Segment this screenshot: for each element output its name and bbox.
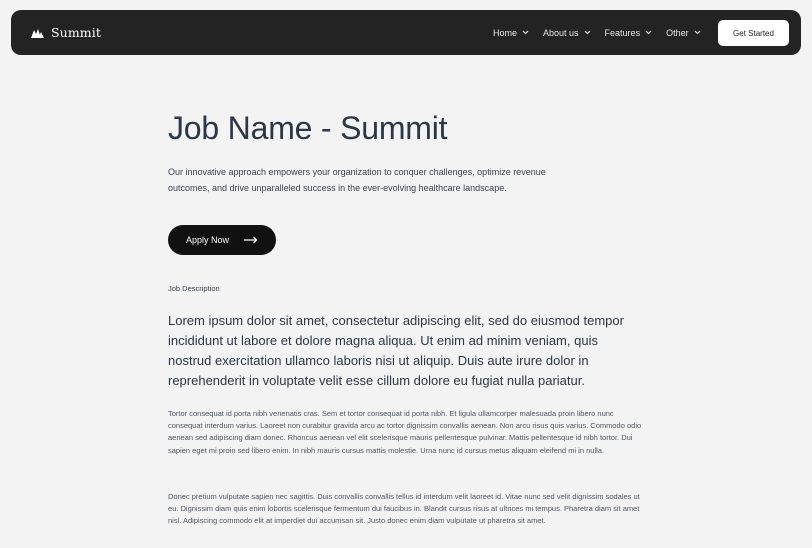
brand-name: Summit [51, 25, 101, 40]
section-label-job-description: Job Description [168, 284, 220, 293]
hero-lead: Our innovative approach empowers your organization to conquer challenges, optimize revenue outcomes, and drive unparalleled success in the ever-evolving healthcare landscape. [168, 167, 546, 193]
nav-item-other[interactable] [666, 28, 701, 38]
nav-item-features[interactable] [605, 28, 653, 38]
chevron-down-icon [694, 30, 701, 35]
arrow-right-icon [244, 236, 258, 244]
nav-item-label: About us [543, 27, 579, 38]
chevron-down-icon [584, 30, 591, 35]
chevron-down-icon [522, 30, 529, 35]
nav-item-label: Home [493, 27, 518, 38]
description-intro: Lorem ipsum dolor sit amet, consectetur adipiscing elit, sed do eiusmod tempor incididunt ut labore et dolore magna aliqua. Ut enim ad minim veniam, quis nostrud exercitation ullamco laboris nisi ut aliquip. Duis aute irure dolor in reprehenderit in voluptate velit esse cillum dolore eu fugiat nulla pariatur. [168, 313, 624, 388]
nav-item-about-us[interactable] [543, 28, 591, 38]
nav-item-home[interactable] [493, 28, 529, 38]
nav-item-label: Features [604, 27, 641, 38]
description-paragraph: Tortor consequat id porta nibh venenatis cras. Sem et tortor consequat id porta nibh. Et ligula ullamcorper malesuada proin libero nunc consequat interdum varius. Laoreet non curabitur gravida arcu ac tortor dignissim convallis aenean. Non arcu risus quis varius. Commodo odio aenean sed adipiscing diam donec. Rhoncus aenean vel elit scelerisque mauris pellentesque pulvinar. Mattis pellentesque id nibh tortor. Dui sapien eget mi proin sed libero enim. In nibh mauris cursus mattis molestie. Urna nunc id cursus metus aliquam eleifend mi in nulla. [168, 409, 642, 455]
page-title: Job Name - Summit [168, 110, 448, 146]
chevron-down-icon [645, 30, 652, 35]
apply-now-label: Apply Now [186, 235, 230, 245]
brand[interactable] [31, 25, 101, 40]
top-navbar [11, 10, 801, 55]
nav-links [493, 10, 715, 55]
summit-logo-icon [31, 28, 44, 38]
description-paragraph: Donec pretium vulputate sapien nec sagittis. Duis convallis convallis tellus id interdum velit laoreet id. Vitae nunc sed velit dignissim sodales ut eu. Dignissim diam quis enim lobortis scelerisque fermentum dui faucibus in. Blandit cursus risus at ultrices mi tempus. Pharetra diam sit amet nisl. Adipiscing commodo elit at imperdiet dui accumsan sit. Justo donec enim diam vulputate ut pharetra sit amet. [168, 492, 640, 526]
nav-item-label: Other [666, 27, 689, 38]
apply-now-button[interactable] [168, 225, 276, 255]
get-started-button[interactable]: Get Started [718, 20, 789, 46]
